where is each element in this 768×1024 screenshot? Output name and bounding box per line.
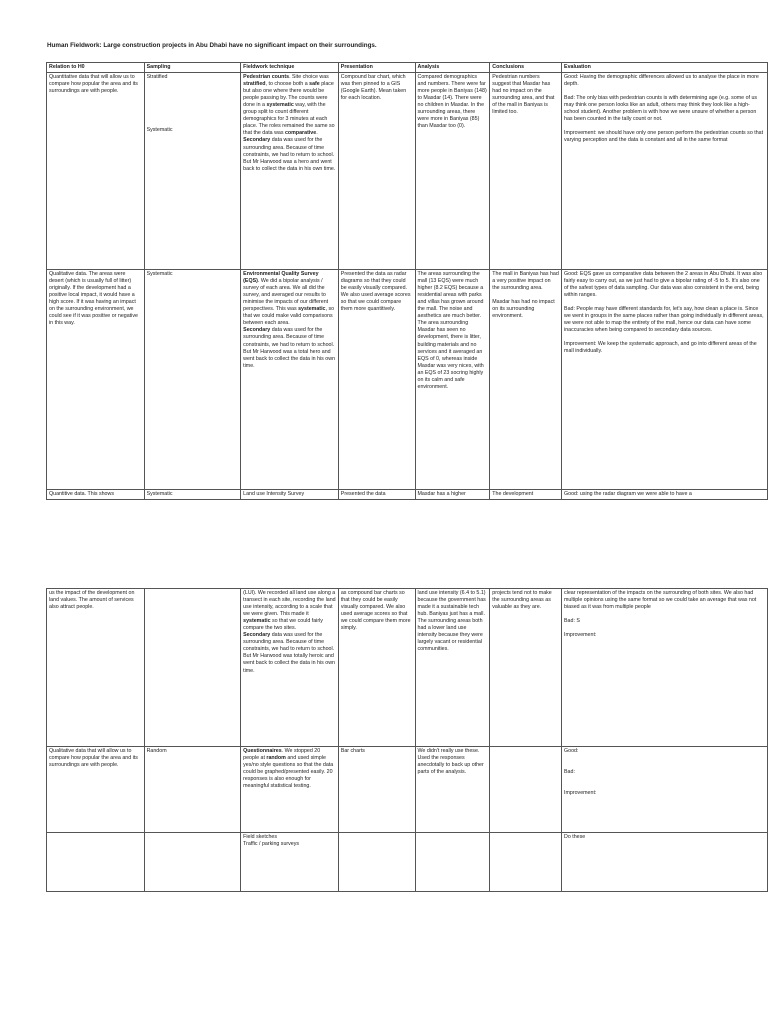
cell-presentation: [338, 833, 415, 892]
conclusion-masdar: Masdar has had no impact on its surrounding environment.: [492, 299, 555, 320]
evaluation-good: Good: EQS gave us comparative data between the 2 areas in Abu Dhabi. It was also fairly easy to carry out, as we just had to give a bipolar rating of -5 to 5. It's also one of the safest types of data sampling. Our data was also consistent in the end, being within ranges.: [564, 271, 763, 299]
cell-relation: Quantitative data that will allow us to compare how popular the area and its surroundings are with people.: [47, 73, 145, 270]
document-title: Human Fieldwork: Large construction projects in Abu Dhabi have no significant impact on their surroundings.: [47, 42, 377, 49]
cell-presentation: as compound bar charts so that they could be easily visually compared. We also used average scores so that we could compare them more simply.: [338, 589, 415, 747]
cell-conclusions: [490, 833, 562, 892]
sampling-systematic: Systematic: [146, 127, 173, 134]
cell-sampling: [144, 833, 241, 892]
cell-relation: [47, 833, 145, 892]
cell-technique: Pedestrian counts. Site choice was stratified, to choose both a safe place but also one where there would be people passing by. The counts were done in a systematic way, with the group split to count different demographics for 3 minutes at each place. The roles remained the same so that the data was comparative. Secondary data was used for the surrounding area. Because of time constraints, we had to return to school. But Mr Harwood was a hero and went back to collect the data in his own time.: [241, 73, 339, 270]
cell-analysis: The areas surrounding the mall (13 EQS) were much higher (8.2 EQS) because a residential areas with parks and villas has grown around the mall. The noise and aesthetics are much better. The area surrounding Masdar has seen no development, there is litter, building materials and no services and it averaged an EQS of 0, whereas inside Masdar was very nices, with an EQS of 23 socring highly on its calm and safe environment.: [415, 270, 490, 490]
cell-conclusions: [490, 270, 562, 490]
technique-name: Pedestrian counts: [243, 74, 290, 81]
cell-conclusions: [490, 747, 562, 833]
evaluation-improvement: Improvement: We keep the systematic approach, and go into different areas of the mall individually.: [564, 341, 757, 355]
header-presentation: Presentation: [338, 63, 415, 73]
cell-relation: us the impact of the development on land values. The amount of services also attract people.: [47, 589, 145, 747]
cell-technique: Land use Intensity Survey: [241, 490, 339, 500]
header-analysis: Analysis: [415, 63, 490, 73]
header-sampling: Sampling: [144, 63, 241, 73]
cell-sampling: [144, 589, 241, 747]
evaluation-improvement: Improvement:: [564, 790, 597, 797]
evaluation-good: clear representation of the impacts on the surrounding of both sites. We also had multiple opinions using the same format so we could take an average that was not biased as it was from multiple people: [564, 590, 757, 611]
fieldwork-table-page2: [46, 588, 768, 892]
cell-presentation: Presented the data: [338, 490, 415, 500]
cell-presentation: Bar charts: [338, 747, 415, 833]
evaluation-bad: Bad: The only bias with pedestrian counts is with determining age (e.g. some of us may think one person looks like an adult, others may think they look like a high-school student). Another problem is with how we were unsure of whether a person has been counted in the tally count or not.: [564, 95, 758, 123]
table-row: [47, 747, 768, 833]
conclusion-mall: The mall in Baniyas has had a very positive impact on the surrounding area.: [492, 271, 559, 292]
header-relation: Relation to H0: [47, 63, 145, 73]
table-row: [47, 589, 768, 747]
cell-relation: Qualitative data that will allow us to compare how popular the area and its surroundings are with people.: [47, 747, 145, 833]
cell-conclusions: Pedestrian numbers suggest that Masdar has had no impact on the surrounding area, and that of the mall in Baniyas is limited too.: [490, 73, 562, 270]
evaluation-improvement: Improvement:: [564, 632, 597, 639]
cell-sampling: Systematic: [144, 270, 241, 490]
evaluation-good: Good:: [564, 748, 579, 754]
cell-sampling: [144, 73, 241, 270]
cell-analysis: We didn't really use these. Used the responses anecdotally to back up other parts of the analysis.: [415, 747, 490, 833]
fieldwork-table-page1: [46, 62, 768, 500]
cell-technique: [241, 833, 339, 892]
header-evaluation: Evaluation: [562, 63, 768, 73]
evaluation-bad: Bad: S: [564, 618, 580, 625]
sampling-stratified: Stratified: [146, 74, 168, 81]
cell-technique: Environmental Quality Survey (EQS). We did a bipolar analysis / survey of each area. We all did the survey, and averaged our results to minimise the impacts of our different perspectives. This was systematic, so that we could make valid comparisons between each area. Secondary data was used for the surrounding area. Because of time constraints, we had to return to school. But Mr Harwood was a total hero and went back to collect the data in his own time.: [241, 270, 339, 490]
cell-technique: (LUI). We recorded all land use along a transect in each site, recording the land use intensity, according to a scale that we were given. This made it systematic so that we could fairly compare the two sites. Secondary data was used for the surrounding area. Because of time constraints, we had to return to school. But Mr Harwood was totally heroic and went back to collect the data in his own time.: [241, 589, 339, 747]
cell-presentation: Presented the data as radar diagrams so that they could be easily visually compared. We also used average scores so that we could compare them more quantitively.: [338, 270, 415, 490]
cell-evaluation: Do these: [562, 833, 768, 892]
cell-analysis: Compared demographics and numbers. There were far more people in Baniyas (148) to Masdar (14). There were no children in Masdar. In the surrounding areas, there were more in Baniyas (85) than Masdar too (0).: [415, 73, 490, 270]
table-row: [47, 833, 768, 892]
technique-name: Questionnaires: [243, 748, 282, 754]
cell-evaluation: [562, 73, 768, 270]
cell-analysis: Masdar has a higher: [415, 490, 490, 500]
evaluation-bad: Bad: People may have different standards for, let's say, how clean a place is. Since we went in groups in the same places rather than going individually in different areas, we were not able to map the entirety of the mall, hence our data can have some inaccuracies when being compared to secondary data sources.: [564, 306, 764, 334]
cell-conclusions: The development: [490, 490, 562, 500]
cell-sampling: Random: [144, 747, 241, 833]
header-technique: Fieldwork technique: [241, 63, 339, 73]
cell-relation: Quantitive data. This shows: [47, 490, 145, 500]
table-row: [47, 73, 768, 270]
evaluation-good: Good: Having the demographic differences allowed us to analyse the place in more depth.: [564, 74, 759, 88]
cell-sampling: Systematic: [144, 490, 241, 500]
cell-analysis: land use intensity (6.4 to 5.1) because the government has made it a sustainable tech hub. Baniyas just has a mall. The surrounding areas both had a lower land use intensity because they were largely vacant or residential communities.: [415, 589, 490, 747]
technique-traffic-surveys: Traffic / parking surveys: [243, 841, 300, 848]
cell-evaluation: [562, 270, 768, 490]
table-row: [47, 490, 768, 500]
header-conclusions: Conclusions: [490, 63, 562, 73]
header-row: [47, 63, 768, 73]
cell-evaluation: [562, 747, 768, 833]
cell-analysis: [415, 833, 490, 892]
technique-field-sketches: Field sketches: [243, 834, 277, 840]
cell-relation: Qualitative data. The areas were desert (which is usually full of litter) originally. If the development had a positive local impact, it would have a high score. If it was having an impact on the surrounding environment, we could see if it was positive or negative in this way.: [47, 270, 145, 490]
cell-technique: Questionnaires. We stopped 20 people at random and used simple yes/no style questions so that the data could be graphed/presented easily. 20 responses is also enough for meaningful statistical testing.: [241, 747, 339, 833]
evaluation-improvement: Improvement: we should have only one person perform the pedestrian counts so that varying perception and the data is constant and all in the same format: [564, 130, 764, 144]
cell-evaluation: [562, 589, 768, 747]
table-row: [47, 270, 768, 490]
cell-presentation: Compound bar chart, which was then pinned to a GIS (Google Earth). Mean taken for each location.: [338, 73, 415, 270]
technique-name: Environmental Quality Survey (EQS): [243, 271, 319, 285]
evaluation-bad: Bad:: [564, 769, 575, 776]
cell-evaluation: Good: using the radar diagram we were able to have a: [562, 490, 768, 500]
cell-conclusions: projects tend not to make the surrounding areas as valuable as they are.: [490, 589, 562, 747]
